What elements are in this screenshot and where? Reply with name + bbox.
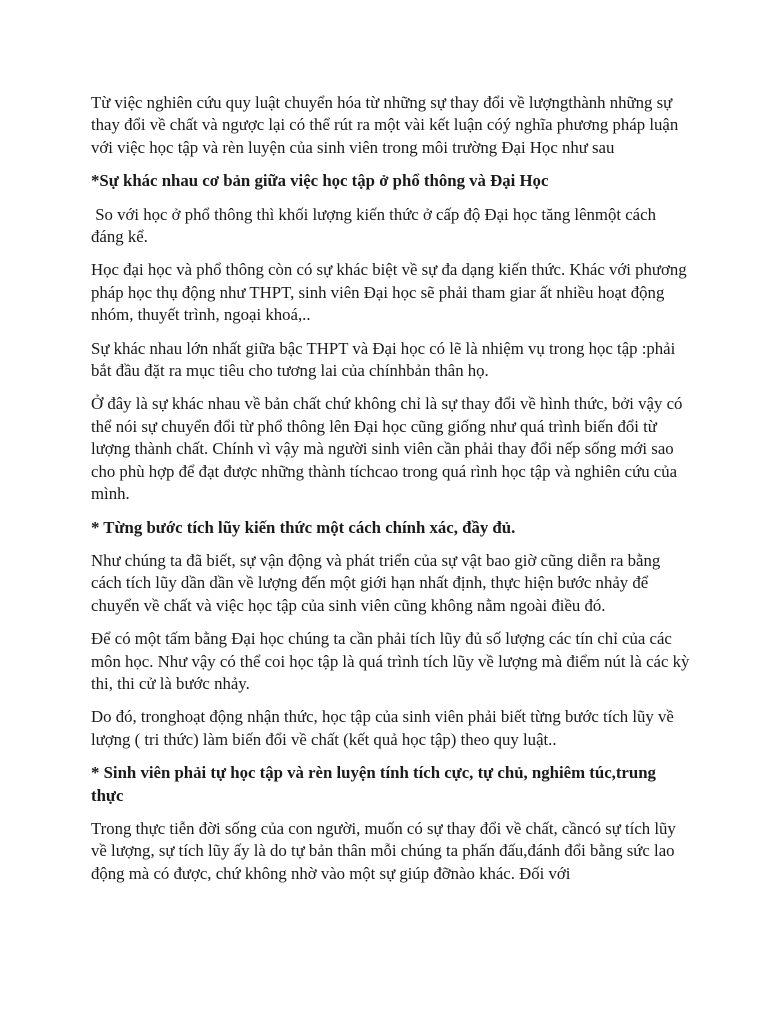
paragraph-knowledge-diversity: Học đại học và phổ thông còn có sự khác biệt về sự đa dạng kiến thức. Khác với phương pháp học thụ động như THPT, sinh viên Đại học sẽ phải tham giar ất nhiều hoạt động nhóm, thuyết trình, ngoại khoá,.. — [91, 260, 687, 325]
document-page — [91, 92, 691, 896]
section-heading-self-study: * Sinh viên phải tự học tập và rèn luyện tính tích cực, tự chủ, nghiêm túc,trung thực — [91, 763, 656, 805]
paragraph-therefore: Do đó, tronghoạt động nhận thức, học tập của sinh viên phải biết từng bước tích lũy về lượng ( tri thức) làm biến đổi về chất (kết quả học tập) theo quy luật.. — [91, 707, 674, 749]
paragraph-credits: Để có một tấm bằng Đại học chúng ta cần phải tích lũy đủ số lượng các tín chỉ của các môn học. Như vậy có thể coi học tập là quá trình tích lũy về lượng mà điểm nút là các kỳ thi, thi cử là bước nhảy. — [91, 629, 690, 693]
paragraph-biggest-difference: Sự khác nhau lớn nhất giữa bậc THPT và Đại học có lẽ là nhiệm vụ trong học tập :phải bắt đầu đặt ra mục tiêu cho tương lai của chínhbản thân họ. — [91, 338, 676, 381]
paragraph-practice: Trong thực tiễn đời sống của con người, muốn có sự thay đổi về chất, cầncó sự tích lũy về lượng, sự tích lũy ấy là do tự bản thân mỗi chúng ta phấn đấu,đánh đổi bằng sức lao động mà có được, chứ không nhờ vào một sự giúp đỡnào khác. Đối với — [91, 818, 676, 883]
paragraph-knowledge-volume: So với học ở phổ thông thì khối lượng kiến thức ở cấp độ Đại học tăng lênmột cách đáng kể. — [91, 204, 661, 247]
paragraph-nature-difference: Ở đây là sự khác nhau về bản chất chứ không chỉ là sự thay đổi về hình thức, bởi vậy có thể nói sự chuyển đổi từ phổ thông lên Đại học cũng giống như quá trình biến đổi từ lượng thành chất. Chính vì vậy mà người sinh viên cần phải thay đổi nếp sống mới sao cho phù hợp để đạt được những thành tíchcao trong quá rình học tập và nghiên cứu của mình. — [91, 394, 683, 504]
intro-paragraph: Từ việc nghiên cứu quy luật chuyển hóa từ những sự thay đổi về lượngthành những sự thay đổi về chất và ngược lại có thể rút ra một vài kết luận cóý nghĩa phương pháp luận với việc học tập và rèn luyện của sinh viên trong môi trường Đại Học như sau — [91, 93, 679, 157]
section-heading-differences: *Sự khác nhau cơ bản giữa việc học tập ở phổ thông và Đại Học — [91, 171, 549, 191]
section-heading-accumulate: * Từng bước tích lũy kiến thức một cách chính xác, đầy đủ. — [91, 517, 516, 537]
paragraph-accumulation: Như chúng ta đã biết, sự vận động và phát triển của sự vật bao giờ cũng diễn ra bằng cách tích lũy dần dần về lượng đến một giới hạn nhất định, thực hiện bước nhảy để chuyển về chất và việc học tập của sinh viên cũng không nằm ngoài điều đó. — [91, 550, 661, 615]
